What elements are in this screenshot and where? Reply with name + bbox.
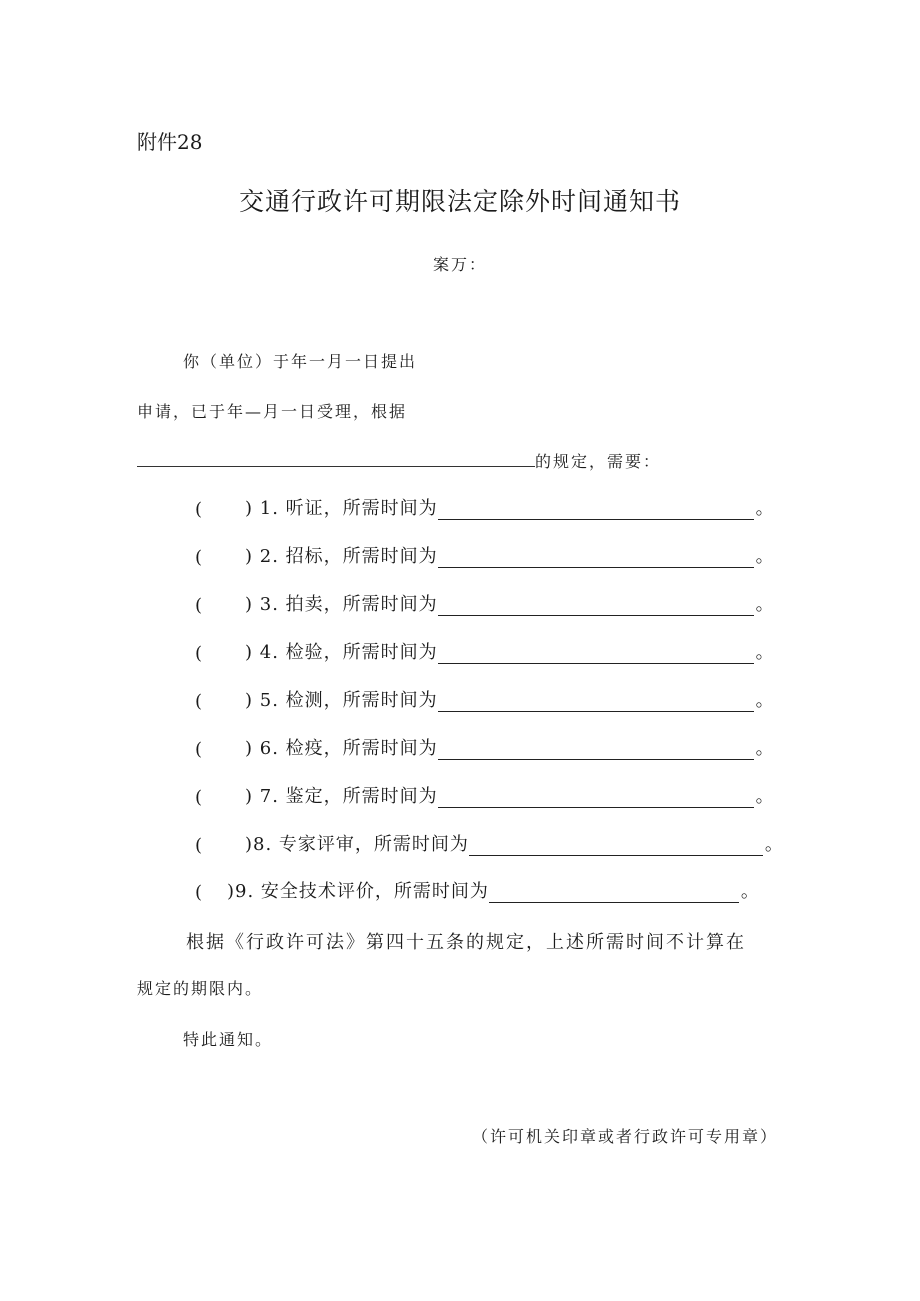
- checkbox-paren[interactable]: (: [195, 547, 204, 568]
- item-period: 。: [755, 690, 775, 711]
- item-label: ) 6. 检疫，所需时间为: [245, 738, 438, 759]
- list-item: [193, 830, 784, 856]
- item-label: ) 1. 听证，所需时间为: [245, 498, 438, 519]
- item-period: 。: [755, 786, 775, 807]
- item-label: ) 7. 鉴定，所需时间为: [245, 786, 438, 807]
- item-period: 。: [755, 738, 775, 759]
- time-blank-field[interactable]: [438, 787, 754, 808]
- item-label: )8. 专家评审，所需时间为: [245, 834, 469, 855]
- checkbox-paren[interactable]: (: [195, 835, 204, 856]
- item-period: 。: [755, 594, 775, 615]
- checkbox-paren[interactable]: (: [195, 882, 204, 903]
- body-line-1: 你（单位）于年一月一日提出: [183, 352, 418, 371]
- item-period: 。: [755, 642, 775, 663]
- item-period: 。: [764, 834, 784, 855]
- time-blank-field[interactable]: [438, 643, 754, 664]
- list-item: [193, 877, 760, 903]
- list-item: [193, 734, 775, 760]
- law-blank-field[interactable]: [137, 451, 535, 467]
- page-title: 交通行政许可期限法定除外时间通知书: [238, 187, 681, 216]
- item-label: ) 3. 拍卖，所需时间为: [245, 594, 438, 615]
- time-blank-field[interactable]: [438, 691, 754, 712]
- body-line-2: 申请，已于年—月一日受理，根据: [137, 402, 408, 421]
- legal-basis-line-1: 根据《行政许可法》第四十五条的规定，上述所需时间不计算在: [186, 932, 746, 953]
- seal-note: （许可机关印章或者行政许可专用章）: [472, 1127, 779, 1146]
- checkbox-paren[interactable]: (: [195, 499, 204, 520]
- time-blank-field[interactable]: [438, 739, 754, 760]
- item-period: 。: [740, 881, 760, 902]
- time-blank-field[interactable]: [438, 595, 754, 616]
- checkbox-paren[interactable]: (: [195, 643, 204, 664]
- checkbox-paren[interactable]: (: [195, 595, 204, 616]
- item-label: ) 5. 检测，所需时间为: [245, 690, 438, 711]
- item-label: ) 2. 招标，所需时间为: [245, 546, 438, 567]
- list-item: [193, 782, 775, 808]
- notice-text: 特此通知。: [183, 1030, 274, 1049]
- list-item: [193, 590, 775, 616]
- attachment-label: 附件28: [137, 130, 203, 154]
- checkbox-paren[interactable]: (: [195, 787, 204, 808]
- body-line-3: [137, 449, 661, 472]
- list-item: [193, 542, 775, 568]
- item-period: 。: [755, 546, 775, 567]
- time-blank-field[interactable]: [438, 499, 754, 520]
- time-blank-field[interactable]: [489, 882, 739, 903]
- legal-basis-line-2: 规定的期限内。: [137, 979, 264, 998]
- item-label: ) 4. 检验，所需时间为: [245, 642, 438, 663]
- case-number-label: 案万：: [433, 255, 488, 274]
- item-period: 。: [755, 498, 775, 519]
- time-blank-field[interactable]: [438, 547, 754, 568]
- checkbox-paren[interactable]: (: [195, 691, 204, 712]
- list-item: [193, 494, 775, 520]
- checkbox-paren[interactable]: (: [195, 739, 204, 760]
- body-line-3-suffix: 的规定，需要：: [535, 452, 662, 471]
- time-blank-field[interactable]: [469, 835, 763, 856]
- list-item: [193, 638, 775, 664]
- list-item: [193, 686, 775, 712]
- item-label: )9. 安全技术评价，所需时间为: [227, 881, 489, 902]
